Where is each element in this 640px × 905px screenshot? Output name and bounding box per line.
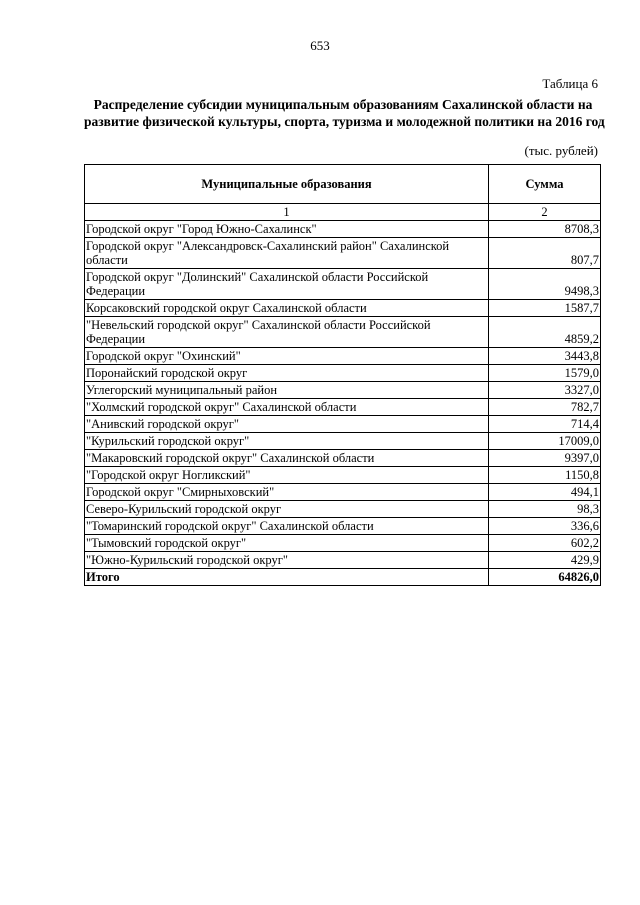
table-row (85, 416, 601, 433)
subsidy-sum: 336,6 (489, 518, 601, 535)
municipality-name: "Макаровский городской округ" Сахалинской области (85, 450, 489, 467)
table-row (85, 300, 601, 317)
municipality-name: Углегорский муниципальный район (85, 382, 489, 399)
subsidy-sum: 3327,0 (489, 382, 601, 399)
subsidy-sum: 782,7 (489, 399, 601, 416)
municipality-name: "Холмский городской округ" Сахалинской области (85, 399, 489, 416)
table-row (85, 238, 601, 269)
subsidy-sum: 714,4 (489, 416, 601, 433)
total-label: Итого (85, 569, 489, 586)
municipality-name: "Томаринский городской округ" Сахалинской области (85, 518, 489, 535)
subsidy-sum: 9498,3 (489, 269, 601, 300)
municipality-name: Северо-Курильский городской округ (85, 501, 489, 518)
units-label: (тыс. рублей) (524, 143, 598, 158)
subsidy-table (84, 164, 601, 586)
subsidy-sum: 429,9 (489, 552, 601, 569)
title-line: Распределение субсидии муниципальным образованиям Сахалинской области на (93, 97, 593, 112)
municipality-name: "Невельский городской округ" Сахалинской области Российской Федерации (85, 317, 489, 348)
title-line: развитие физической культуры, спорта, туризма и молодежной политики на 2016 год (84, 114, 605, 129)
table-row (85, 518, 601, 535)
municipality-name: Городской округ "Город Южно-Сахалинск" (85, 221, 489, 238)
table-row (85, 399, 601, 416)
total-row (85, 569, 601, 586)
table-row (85, 467, 601, 484)
municipality-name: Городской округ "Александровск-Сахалинский район" Сахалинской области (85, 238, 489, 269)
subsidy-sum: 3443,8 (489, 348, 601, 365)
table-row (85, 317, 601, 348)
document-title (84, 96, 605, 130)
column-number: 1 (85, 204, 489, 221)
subsidy-sum: 494,1 (489, 484, 601, 501)
table-row (85, 433, 601, 450)
table-row (85, 535, 601, 552)
municipality-name: "Курильский городской округ" (85, 433, 489, 450)
subsidy-sum: 17009,0 (489, 433, 601, 450)
subsidy-sum: 98,3 (489, 501, 601, 518)
subsidy-sum: 1579,0 (489, 365, 601, 382)
municipality-name: Городской округ "Смирныховский" (85, 484, 489, 501)
municipality-name: "Тымовский городской округ" (85, 535, 489, 552)
subsidy-sum: 807,7 (489, 238, 601, 269)
header-row (85, 165, 601, 204)
table-row (85, 269, 601, 300)
municipality-name: Городской округ "Долинский" Сахалинской области Российской Федерации (85, 269, 489, 300)
municipality-name: "Анивский городской округ" (85, 416, 489, 433)
table-row (85, 484, 601, 501)
subsidy-sum: 602,2 (489, 535, 601, 552)
subsidy-sum: 1150,8 (489, 467, 601, 484)
table-row (85, 552, 601, 569)
table-row (85, 365, 601, 382)
table-row (85, 348, 601, 365)
table-body (85, 221, 601, 569)
table-row (85, 382, 601, 399)
table-row (85, 501, 601, 518)
municipality-name: "Городской округ Ногликский" (85, 467, 489, 484)
table-row (85, 450, 601, 467)
municipality-name: Поронайский городской округ (85, 365, 489, 382)
municipality-name: Городской округ "Охинский" (85, 348, 489, 365)
total-sum: 64826,0 (489, 569, 601, 586)
header-municipalities: Муниципальные образования (85, 165, 489, 204)
subsidy-sum: 8708,3 (489, 221, 601, 238)
municipality-name: "Южно-Курильский городской округ" (85, 552, 489, 569)
page-number: 653 (310, 38, 330, 53)
subsidy-sum: 4859,2 (489, 317, 601, 348)
municipality-name: Корсаковский городской округ Сахалинской области (85, 300, 489, 317)
subsidy-sum: 1587,7 (489, 300, 601, 317)
table-label: Таблица 6 (542, 76, 598, 91)
column-number-row (85, 204, 601, 221)
column-number: 2 (489, 204, 601, 221)
table-row (85, 221, 601, 238)
header-sum: Сумма (489, 165, 601, 204)
subsidy-sum: 9397,0 (489, 450, 601, 467)
